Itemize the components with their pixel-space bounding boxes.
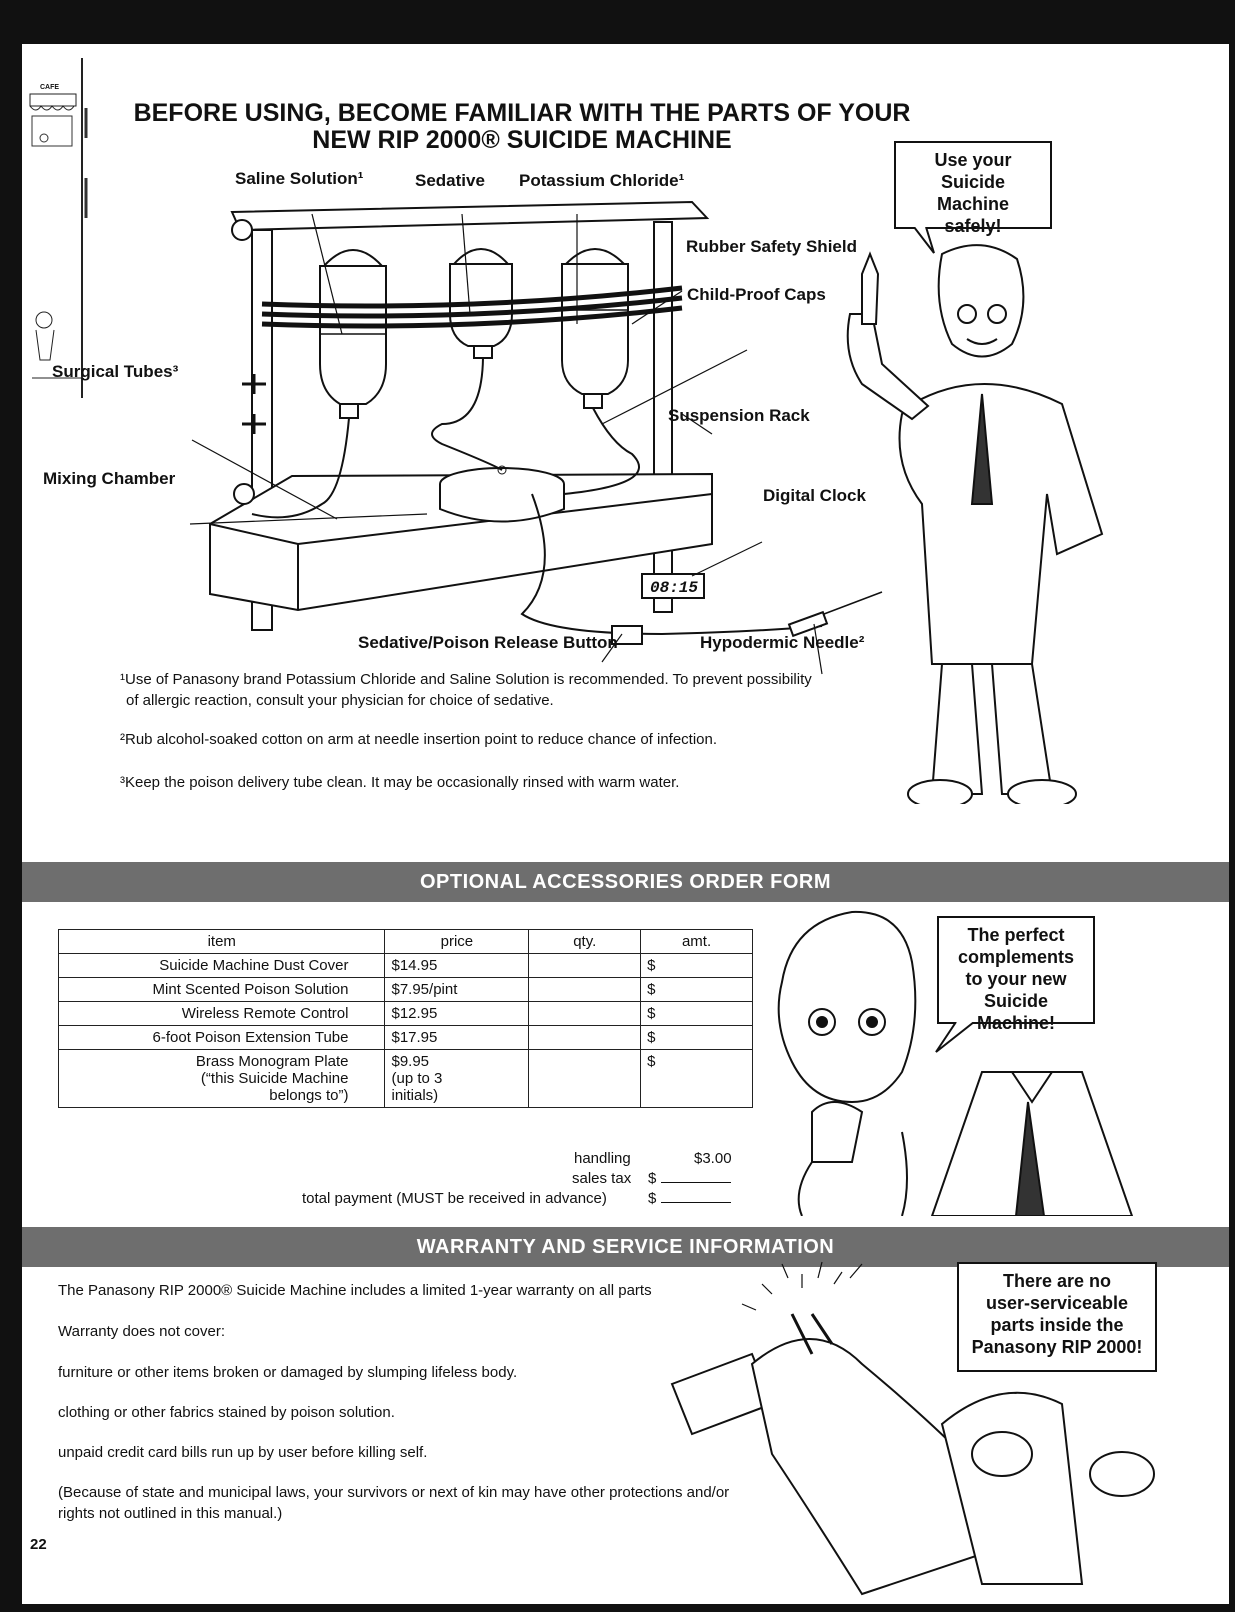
warranty-note-line-2: rights not outlined in this manual.) xyxy=(58,1505,283,1522)
amt-field[interactable]: $ xyxy=(641,954,753,978)
qty-field[interactable] xyxy=(529,954,641,978)
price-cell: $12.95 xyxy=(385,1002,529,1026)
price-cell: $17.95 xyxy=(385,1026,529,1050)
warranty-line-1: The Panasony RIP 2000® Suicide Machine includes a limited 1-year warranty on all parts xyxy=(58,1282,652,1299)
speech-bubble-complements: The perfect complements to your new Suicide Machine! xyxy=(937,916,1095,1024)
item-cell: 6-foot Poison Extension Tube xyxy=(59,1026,385,1050)
sales-tax-field[interactable]: $ xyxy=(648,1170,731,1187)
label-surgical-tubes: Surgical Tubes³ xyxy=(52,362,179,381)
label-saline-solution: Saline Solution¹ xyxy=(235,169,364,188)
table-row xyxy=(59,1002,753,1026)
page-title: BEFORE USING, BECOME FAMILIAR WITH THE PARTS OF YOUR NEW RIP 2000® SUICIDE MACHINE xyxy=(133,99,911,154)
warranty-note-line-1: (Because of state and municipal laws, your survivors or next of kin may have other protections and/or xyxy=(58,1484,730,1501)
label-rubber-safety-shield: Rubber Safety Shield xyxy=(686,237,857,256)
footnote-3: ³Keep the poison delivery tube clean. It may be occasionally rinsed with warm water. xyxy=(120,774,680,791)
qty-field[interactable] xyxy=(529,1050,641,1108)
handling-value: $3.00 xyxy=(694,1150,732,1167)
clock-display: 08:15 xyxy=(649,579,699,597)
amt-field[interactable]: $ xyxy=(641,1050,753,1108)
manual-page xyxy=(22,44,1229,1604)
item-cell: Suicide Machine Dust Cover xyxy=(59,954,385,978)
price-cell: $9.95 (up to 3 initials) xyxy=(385,1050,529,1108)
price-cell: $7.95/pint xyxy=(385,978,529,1002)
table-header-row xyxy=(59,930,753,954)
label-potassium-chloride: Potassium Chloride¹ xyxy=(519,171,685,190)
doctor-pointing-illustration xyxy=(832,234,1122,804)
label-release-button: Sedative/Poison Release Button xyxy=(358,633,618,652)
amt-field[interactable]: $ xyxy=(641,1026,753,1050)
warranty-line-2: Warranty does not cover: xyxy=(58,1323,226,1340)
qty-field[interactable] xyxy=(529,978,641,1002)
item-cell: Brass Monogram Plate (“this Suicide Machine belongs to”) xyxy=(59,1050,385,1108)
footnote-1-line-2: of allergic reaction, consult your physician for choice of sedative. xyxy=(126,692,554,709)
sales-tax-label: sales tax xyxy=(572,1170,632,1187)
warranty-line-5: unpaid credit card bills run up by user before killing self. xyxy=(58,1444,428,1461)
bubble-tail xyxy=(926,1022,986,1056)
cafe-sign: CAFE xyxy=(40,84,60,91)
table-row xyxy=(59,1050,753,1108)
table-row xyxy=(59,978,753,1002)
speech-bubble-safely: Use your Suicide Machine safely! xyxy=(894,141,1052,229)
bubble-tail xyxy=(902,227,962,257)
order-form-table xyxy=(58,929,753,1108)
amt-field[interactable]: $ xyxy=(641,1002,753,1026)
price-cell: $14.95 xyxy=(385,954,529,978)
warranty-line-3: furniture or other items broken or damaged by slumping lifeless body. xyxy=(58,1364,518,1381)
amt-field[interactable]: $ xyxy=(641,978,753,1002)
total-payment-field[interactable]: $ xyxy=(648,1190,731,1207)
label-digital-clock: Digital Clock xyxy=(763,486,866,505)
item-cell: Mint Scented Poison Solution xyxy=(59,978,385,1002)
qty-field[interactable] xyxy=(529,1002,641,1026)
warranty-line-4: clothing or other fabrics stained by poison solution. xyxy=(58,1404,395,1421)
table-row xyxy=(59,1026,753,1050)
label-child-proof-caps: Child-Proof Caps xyxy=(687,285,826,304)
label-sedative: Sedative xyxy=(415,171,485,190)
item-cell: Wireless Remote Control xyxy=(59,1002,385,1026)
speech-bubble-serviceable: There are no user-serviceable parts inside the Panasony RIP 2000! xyxy=(957,1262,1157,1372)
column-header-amt: amt. xyxy=(641,930,753,954)
label-suspension-rack: Suspension Rack xyxy=(668,406,810,425)
total-payment-label: total payment (MUST be received in advance) xyxy=(302,1190,607,1207)
label-hypodermic-needle: Hypodermic Needle² xyxy=(700,633,865,652)
order-form-heading: OPTIONAL ACCESSORIES ORDER FORM xyxy=(22,862,1229,902)
footnote-2: ²Rub alcohol-soaked cotton on arm at needle insertion point to reduce chance of infection. xyxy=(120,731,718,748)
warranty-heading: WARRANTY AND SERVICE INFORMATION xyxy=(22,1227,1229,1267)
label-mixing-chamber: Mixing Chamber xyxy=(43,469,176,488)
column-header-item: item xyxy=(59,930,385,954)
qty-field[interactable] xyxy=(529,1026,641,1050)
page-number: 22 xyxy=(30,1536,47,1553)
column-header-price: price xyxy=(385,930,529,954)
table-row xyxy=(59,954,753,978)
column-header-qty: qty. xyxy=(529,930,641,954)
handling-label: handling xyxy=(574,1150,631,1167)
footnote-1-line-1: ¹Use of Panasony brand Potassium Chloride and Saline Solution is recommended. To prevent possibility xyxy=(120,671,812,688)
